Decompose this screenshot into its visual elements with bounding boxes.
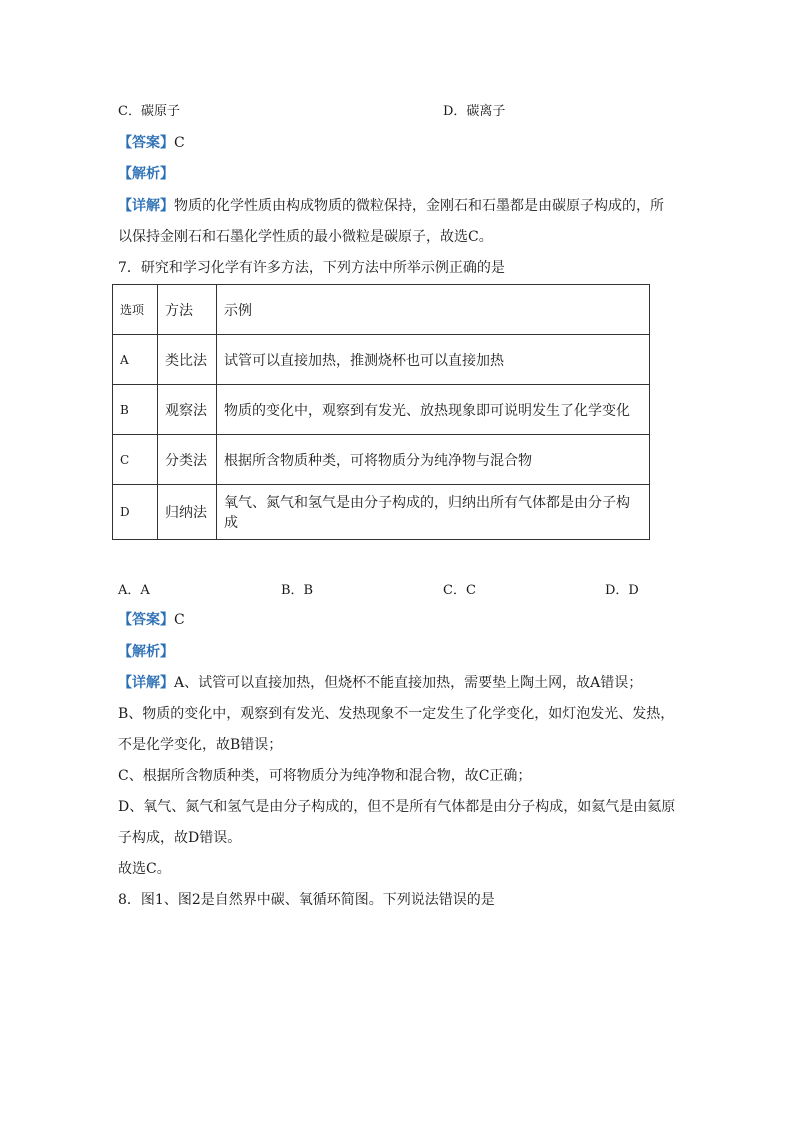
q7-detail-line-6: 子构成，故D错误。	[118, 830, 242, 846]
q6-detail-line-2: 以保持金刚石和石墨化学性质的最小微粒是碳原子，故选C。	[118, 229, 493, 245]
q7-option-d: D．D	[605, 583, 639, 598]
analysis-tag: 【解析】	[118, 644, 174, 660]
row-example: 试管可以直接加热，推测烧杯也可以直接加热	[217, 335, 650, 385]
q6-option-d: D．碳离子	[443, 104, 506, 119]
table-row	[113, 335, 650, 385]
q7-answer	[118, 610, 185, 630]
q6-analysis	[118, 164, 174, 184]
table-row	[113, 385, 650, 435]
detail-text: A、试管可以直接加热，但烧杯不能直接加热，需要垫上陶土网，故A错误；	[174, 675, 643, 691]
analysis-tag: 【解析】	[118, 166, 174, 182]
detail-text: 物质的化学性质由构成物质的微粒保持，金刚石和石墨都是由碳原子构成的，所	[174, 198, 664, 214]
answer-tag: 【答案】	[118, 612, 174, 628]
q8-stem: 8．图1、图2是自然界中碳、氧循环简图。下列说法错误的是	[118, 892, 495, 908]
q7-stem: 7．研究和学习化学有许多方法，下列方法中所举示例正确的是	[118, 260, 505, 276]
q7-methods-table	[112, 284, 650, 540]
row-method: 分类法	[158, 435, 217, 485]
q6-option-c: C．碳原子	[118, 104, 180, 119]
table-row	[113, 485, 650, 540]
detail-tag: 【详解】	[118, 198, 174, 214]
row-option: D	[113, 485, 158, 540]
header-option: 选项	[113, 285, 158, 335]
q7-detail-line-7: 故选C。	[118, 861, 171, 877]
q7-detail-line-5: D、氧气、氮气和氢气是由分子构成的，但不是所有气体都是由分子构成，如氦气是由氦原	[118, 799, 676, 815]
q6-detail-line-1	[118, 196, 664, 216]
row-example: 物质的变化中，观察到有发光、放热现象即可说明发生了化学变化	[217, 385, 650, 435]
q7-detail-line-2: B、物质的变化中，观察到有发光、发热现象不一定发生了化学变化，如灯泡发光、发热，	[118, 706, 675, 722]
q7-analysis	[118, 642, 174, 662]
table-row	[113, 435, 650, 485]
q7-option-a: A．A	[118, 583, 150, 598]
row-option: B	[113, 385, 158, 435]
q7-detail-line-1	[118, 673, 642, 693]
header-example: 示例	[217, 285, 650, 335]
row-example: 根据所含物质种类，可将物质分为纯净物与混合物	[217, 435, 650, 485]
row-method: 类比法	[158, 335, 217, 385]
row-option: C	[113, 435, 158, 485]
table-header-row	[113, 285, 650, 335]
q7-detail-line-4: C、根据所含物质种类，可将物质分为纯净物和混合物，故C正确；	[118, 768, 532, 784]
answer-value: C	[174, 135, 185, 151]
row-option: A	[113, 335, 158, 385]
q7-detail-line-3: 不是化学变化，故B错误；	[118, 737, 283, 753]
row-example: 氧气、氮气和氢气是由分子构成的，归纳出所有气体都是由分子构成	[217, 485, 650, 540]
q6-answer	[118, 133, 185, 153]
header-method: 方法	[158, 285, 217, 335]
q7-option-c: C．C	[443, 583, 476, 598]
answer-value: C	[174, 612, 185, 628]
row-method: 归纳法	[158, 485, 217, 540]
answer-tag: 【答案】	[118, 135, 174, 151]
detail-tag: 【详解】	[118, 675, 174, 691]
row-method: 观察法	[158, 385, 217, 435]
q7-option-b: B．B	[281, 583, 314, 598]
